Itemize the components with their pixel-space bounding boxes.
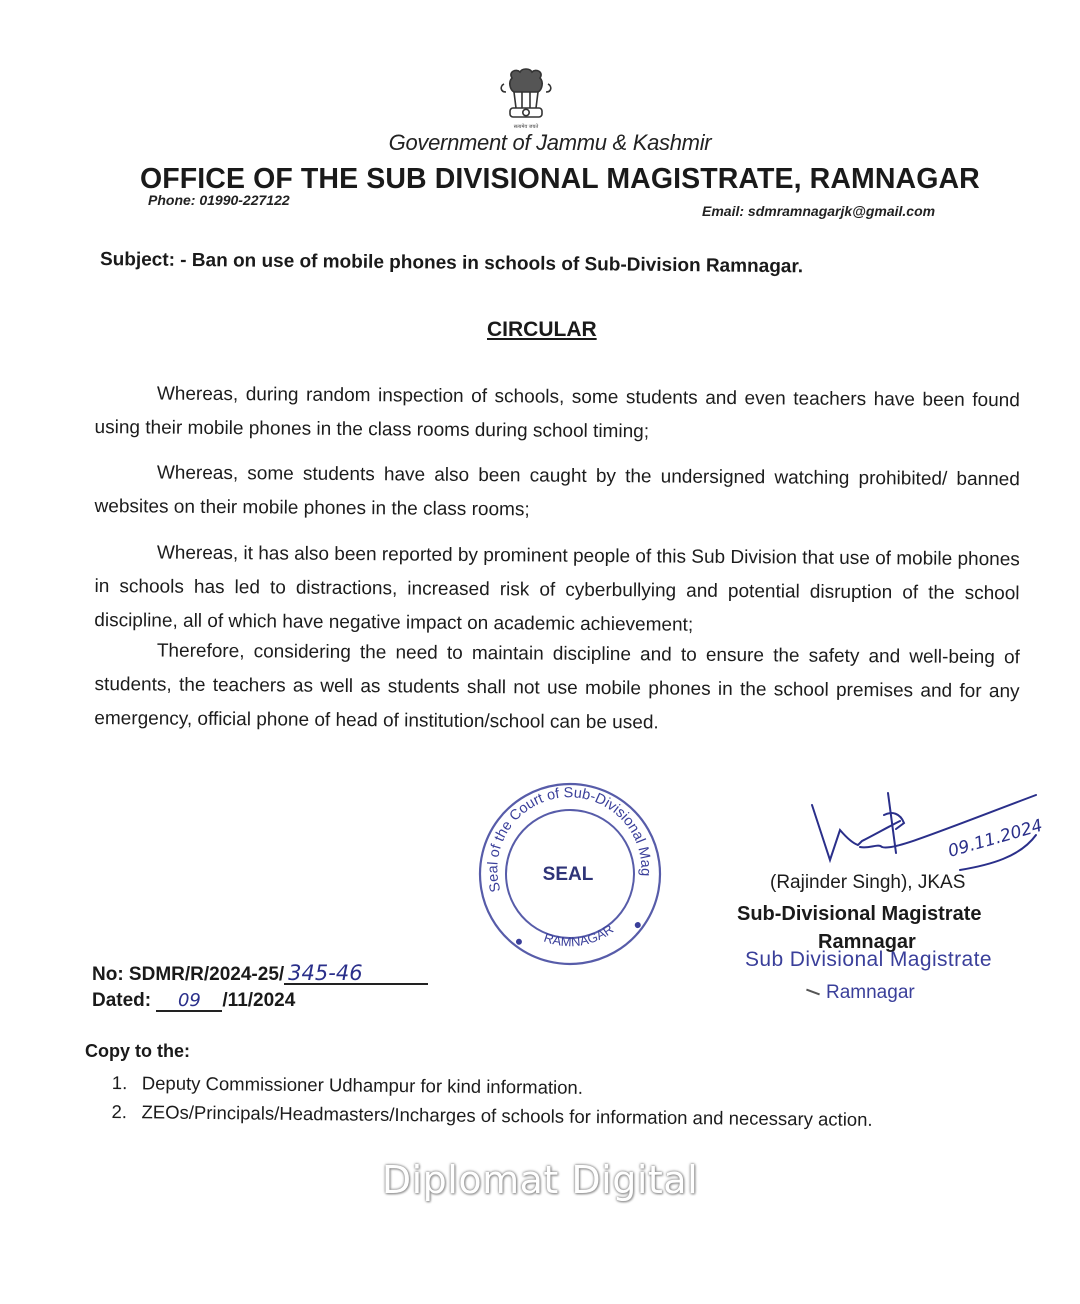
dated-rest: /11/2024: [222, 990, 296, 1011]
copy-to-item-text: ZEOs/Principals/Headmasters/Incharges of schools for information and necessary action.: [141, 1101, 873, 1130]
handwritten-signature: [800, 785, 1050, 880]
circular-heading: CIRCULAR: [487, 318, 597, 341]
dated-day-handwritten: 09: [156, 992, 222, 1012]
office-title: OFFICE OF THE SUB DIVISIONAL MAGISTRATE, RAMNAGAR: [140, 163, 980, 195]
subject-line: Subject: - Ban on use of mobile phones in schools of Sub-Division Ramnagar.: [99, 249, 804, 278]
copy-to-item-number: 1.: [111, 1071, 128, 1094]
watermark: Diplomat Digital: [381, 1158, 699, 1202]
paragraph-1: Whereas, during random inspection of schools, some students and even teachers have been found using their mobile phones in the class rooms during school timing;: [94, 383, 1020, 443]
paragraph-3: Whereas, it has also been reported by prominent people of this Sub Division that use of mobile phones in schools has led to distractions, increased risk of cyberbullying and potential disruption of the school discipline, all of which have negative impact on academic achievement;: [94, 542, 1020, 636]
dated-label: Dated:: [92, 990, 152, 1011]
copy-to-item-number: 2.: [111, 1100, 128, 1123]
designation-stamp-line-2: Ramnagar: [826, 982, 915, 1003]
paragraph-4: Therefore, considering the need to maintain discipline and to ensure the safety and well-being of students, the teachers as well as students shall not use mobile phones in the school premises and for any emergency, official phone of head of institution/school can be used.: [94, 640, 1020, 734]
reference-number: [92, 963, 428, 986]
signature-date: 09.11.2024: [945, 815, 1045, 862]
seal-outer-text: Seal of the Court of Sub-Divisional Magistrate: [485, 785, 654, 894]
copy-to-item-text: Deputy Commissioner Udhampur for kind information.: [141, 1072, 584, 1098]
signatory-designation: Sub-Divisional Magistrate: [737, 903, 982, 925]
paragraph-2: Whereas, some students have also been caught by the undersigned watching prohibited/ banned websites on their mobile phones in the class rooms;: [94, 462, 1020, 521]
seal-bottom-text: RAMNAGAR: [542, 921, 617, 950]
office-phone: Phone: 01990-227122: [148, 192, 290, 208]
government-name: Government of Jammu & Kashmir: [388, 130, 712, 155]
signatory-name: (Rajinder Singh), JKAS: [770, 872, 966, 893]
reference-number-label: No: SDMR/R/2024-25/: [92, 964, 285, 985]
emblem-motto: सत्यमेव जयते: [513, 124, 539, 130]
seal-center-text: SEAL: [542, 864, 594, 885]
office-email: Email: sdmramnagarjk@gmail.com: [702, 203, 936, 219]
reference-date: [92, 990, 295, 1012]
copy-to-heading: Copy to the:: [85, 1041, 190, 1061]
stamp-dash: [806, 989, 820, 996]
designation-stamp-line-1: Sub Divisional Magistrate: [745, 948, 992, 971]
official-seal: [472, 776, 668, 972]
copy-to-list: [111, 1068, 972, 1135]
reference-number-handwritten: 345-46: [284, 963, 428, 985]
national-emblem-icon: [486, 66, 566, 132]
signatory-place: Ramnagar: [818, 931, 916, 953]
